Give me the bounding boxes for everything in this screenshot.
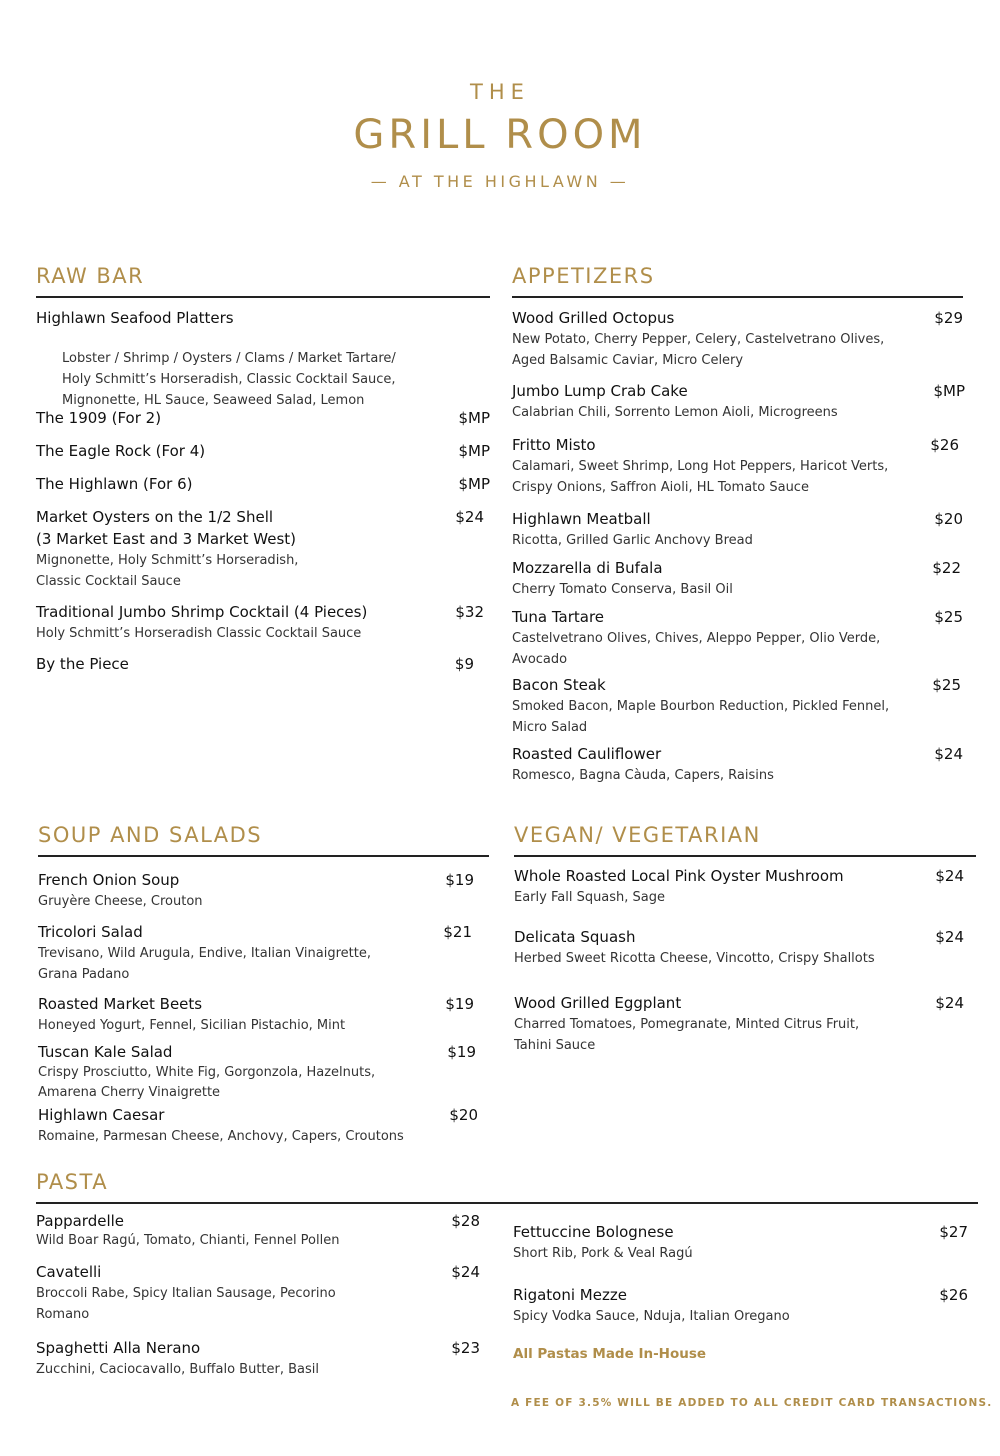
item-description: Holy Schmitt’s Horseradish Classic Cocktail Sauce: [36, 626, 362, 641]
menu-item: [513, 1221, 968, 1264]
item-name: The Highlawn (For 6): [36, 475, 193, 493]
item-name: Bacon Steak: [512, 676, 606, 694]
item-price: $MP: [458, 442, 490, 460]
item-name: By the Piece: [36, 655, 129, 673]
item-description: Gruyère Cheese, Crouton: [38, 894, 203, 909]
menu-item: [514, 865, 976, 908]
item-description: Herbed Sweet Ricotta Cheese, Vincotto, Crispy Shallots: [514, 951, 875, 966]
menu-item: [38, 1041, 489, 1103]
soup-salads-section: [38, 823, 489, 1153]
item-description: Wild Boar Ragú, Tomato, Chianti, Fennel Pollen: [36, 1233, 340, 1248]
vegan-title: VEGAN/ VEGETARIAN: [514, 823, 976, 857]
menu-item: [512, 674, 963, 738]
item-description: Calabrian Chili, Sorrento Lemon Aioli, Microgreens: [512, 405, 838, 420]
appetizers-title: APPETIZERS: [512, 264, 963, 298]
item-price: $25: [932, 676, 961, 694]
item-price: $26: [939, 1286, 968, 1304]
item-description: Early Fall Squash, Sage: [514, 890, 666, 905]
item-price: $25: [934, 608, 963, 626]
item-name: Market Oysters on the 1/2 Shell (3 Market East and 3 Market West): [36, 508, 296, 548]
raw-bar-section: [36, 264, 490, 684]
item-description: Broccoli Rabe, Spicy Italian Sausage, Pecorino Romano: [36, 1286, 336, 1322]
item-description: Smoked Bacon, Maple Bourbon Reduction, Pickled Fennel, Micro Salad: [512, 699, 890, 735]
menu-item: [36, 307, 490, 329]
item-name: Highlawn Meatball: [512, 510, 651, 528]
item-name: Fettuccine Bolognese: [513, 1223, 674, 1241]
item-description: Cherry Tomato Conserva, Basil Oil: [512, 582, 733, 597]
item-price: $24: [935, 928, 964, 946]
item-description: New Potato, Cherry Pepper, Celery, Castelvetrano Olives, Aged Balsamic Caviar, Micro Celery: [512, 332, 885, 368]
menu-item: [514, 992, 976, 1056]
item-price: $29: [934, 309, 963, 327]
platter-description: Lobster / Shrimp / Oysters / Clams / Market Tartare/ Holy Schmitt’s Horseradish, Classic Cocktail Sauce, Mignonette, HL Sauce, Seaweed Salad, Lemon: [62, 351, 396, 408]
menu-item: [36, 1337, 480, 1380]
restaurant-title: GRILL ROOM: [353, 112, 647, 158]
item-description: Mignonette, Holy Schmitt’s Horseradish, Classic Cocktail Sauce: [36, 553, 299, 589]
pasta-title: PASTA: [36, 1170, 978, 1204]
item-description: Spicy Vodka Sauce, Nduja, Italian Oregano: [513, 1309, 790, 1324]
item-price: $19: [445, 995, 474, 1013]
item-name: Whole Roasted Local Pink Oyster Mushroom: [514, 867, 844, 885]
credit-card-fee-notice: A FEE OF 3.5% WILL BE ADDED TO ALL CREDIT CARD TRANSACTIONS.: [511, 1397, 993, 1409]
item-name: Delicata Squash: [514, 928, 636, 946]
item-price: $22: [932, 559, 961, 577]
item-name: Wood Grilled Octopus: [512, 309, 675, 327]
pasta-note: All Pastas Made In-House: [513, 1346, 707, 1362]
menu-item: [36, 601, 490, 644]
item-price: $MP: [933, 382, 965, 400]
item-price: $MP: [458, 475, 490, 493]
item-price: $20: [934, 510, 963, 528]
item-name: Pappardelle: [36, 1212, 125, 1230]
item-price: $32: [455, 603, 484, 621]
item-price: $26: [930, 436, 959, 454]
item-name: French Onion Soup: [38, 871, 180, 889]
item-description: Trevisano, Wild Arugula, Endive, Italian Vinaigrette, Grana Padano: [38, 946, 371, 982]
item-price: $28: [451, 1212, 480, 1230]
item-description: Romaine, Parmesan Cheese, Anchovy, Capers, Croutons: [38, 1129, 404, 1144]
item-name: Highlawn Caesar: [38, 1106, 165, 1124]
item-description: Zucchini, Caciocavallo, Buffalo Butter, Basil: [36, 1362, 319, 1377]
menu-item: [512, 557, 963, 600]
item-name: Jumbo Lump Crab Cake: [512, 382, 688, 400]
menu-item: [514, 926, 976, 969]
item-name: Cavatelli: [36, 1263, 102, 1281]
menu-item: [38, 993, 489, 1036]
item-price: $24: [451, 1263, 480, 1281]
item-description: Short Rib, Pork & Veal Ragú: [513, 1246, 693, 1261]
item-name: Fritto Misto: [512, 436, 596, 454]
menu-item: [512, 380, 963, 423]
raw-bar-title: RAW BAR: [36, 264, 490, 298]
menu-item: [36, 506, 490, 592]
item-price: $23: [451, 1339, 480, 1357]
menu-item: [36, 440, 490, 462]
item-name: Roasted Market Beets: [38, 995, 203, 1013]
menu-item: [36, 1261, 480, 1325]
item-price: $19: [445, 871, 474, 889]
item-price: $24: [935, 867, 964, 885]
menu-item: [512, 606, 963, 670]
menu-item: [36, 407, 490, 429]
menu-item: [512, 434, 963, 498]
item-name: The Eagle Rock (For 4): [36, 442, 206, 460]
item-price: $27: [939, 1223, 968, 1241]
menu-item: [38, 869, 489, 912]
soup-salads-title: SOUP AND SALADS: [38, 823, 489, 857]
item-price: $9: [454, 655, 474, 673]
item-price: $24: [935, 994, 964, 1012]
item-description: Calamari, Sweet Shrimp, Long Hot Peppers, Haricot Verts, Crispy Onions, Saffron Aioli, HL Tomato Sauce: [512, 459, 889, 495]
item-name: Traditional Jumbo Shrimp Cocktail (4 Pieces): [36, 603, 368, 621]
item-description: Castelvetrano Olives, Chives, Aleppo Pepper, Olio Verde, Avocado: [512, 631, 881, 667]
item-name: Rigatoni Mezze: [513, 1286, 627, 1304]
item-price: $MP: [458, 409, 490, 427]
menu-item: [38, 1104, 489, 1147]
item-name: Tricolori Salad: [38, 923, 143, 941]
item-name: Highlawn Seafood Platters: [36, 309, 234, 327]
item-price: $24: [455, 508, 484, 526]
item-description: Crispy Prosciutto, White Fig, Gorgonzola, Hazelnuts, Amarena Cherry Vinaigrette: [38, 1065, 376, 1100]
item-description: Ricotta, Grilled Garlic Anchovy Bread: [512, 533, 753, 548]
item-description: Charred Tomatoes, Pomegranate, Minted Citrus Fruit, Tahini Sauce: [514, 1017, 860, 1053]
item-price: $19: [447, 1043, 476, 1061]
menu-item: [38, 921, 489, 985]
item-name: Wood Grilled Eggplant: [514, 994, 682, 1012]
appetizers-section: [512, 264, 963, 794]
item-name: Mozzarella di Bufala: [512, 559, 663, 577]
menu-item: [513, 1284, 968, 1327]
menu-item: [36, 1210, 480, 1251]
item-name: Spaghetti Alla Nerano: [36, 1339, 201, 1357]
header-the: THE: [470, 80, 530, 104]
menu-item: [36, 473, 490, 495]
item-price: $24: [934, 745, 963, 763]
vegan-section: [514, 823, 976, 1063]
item-name: Tuna Tartare: [512, 608, 605, 626]
menu-item: [512, 743, 963, 786]
item-description: Honeyed Yogurt, Fennel, Sicilian Pistachio, Mint: [38, 1018, 346, 1033]
item-price: $20: [449, 1106, 478, 1124]
restaurant-subtitle: — AT THE HIGHLAWN —: [370, 172, 630, 191]
menu-item: [512, 508, 963, 551]
item-price: $21: [443, 923, 472, 941]
item-name: Tuscan Kale Salad: [38, 1043, 173, 1061]
item-description: Romesco, Bagna Càuda, Capers, Raisins: [512, 768, 774, 783]
menu-item: [512, 307, 963, 371]
item-name: Roasted Cauliflower: [512, 745, 662, 763]
item-name: The 1909 (For 2): [36, 409, 162, 427]
menu-item: [36, 653, 490, 675]
